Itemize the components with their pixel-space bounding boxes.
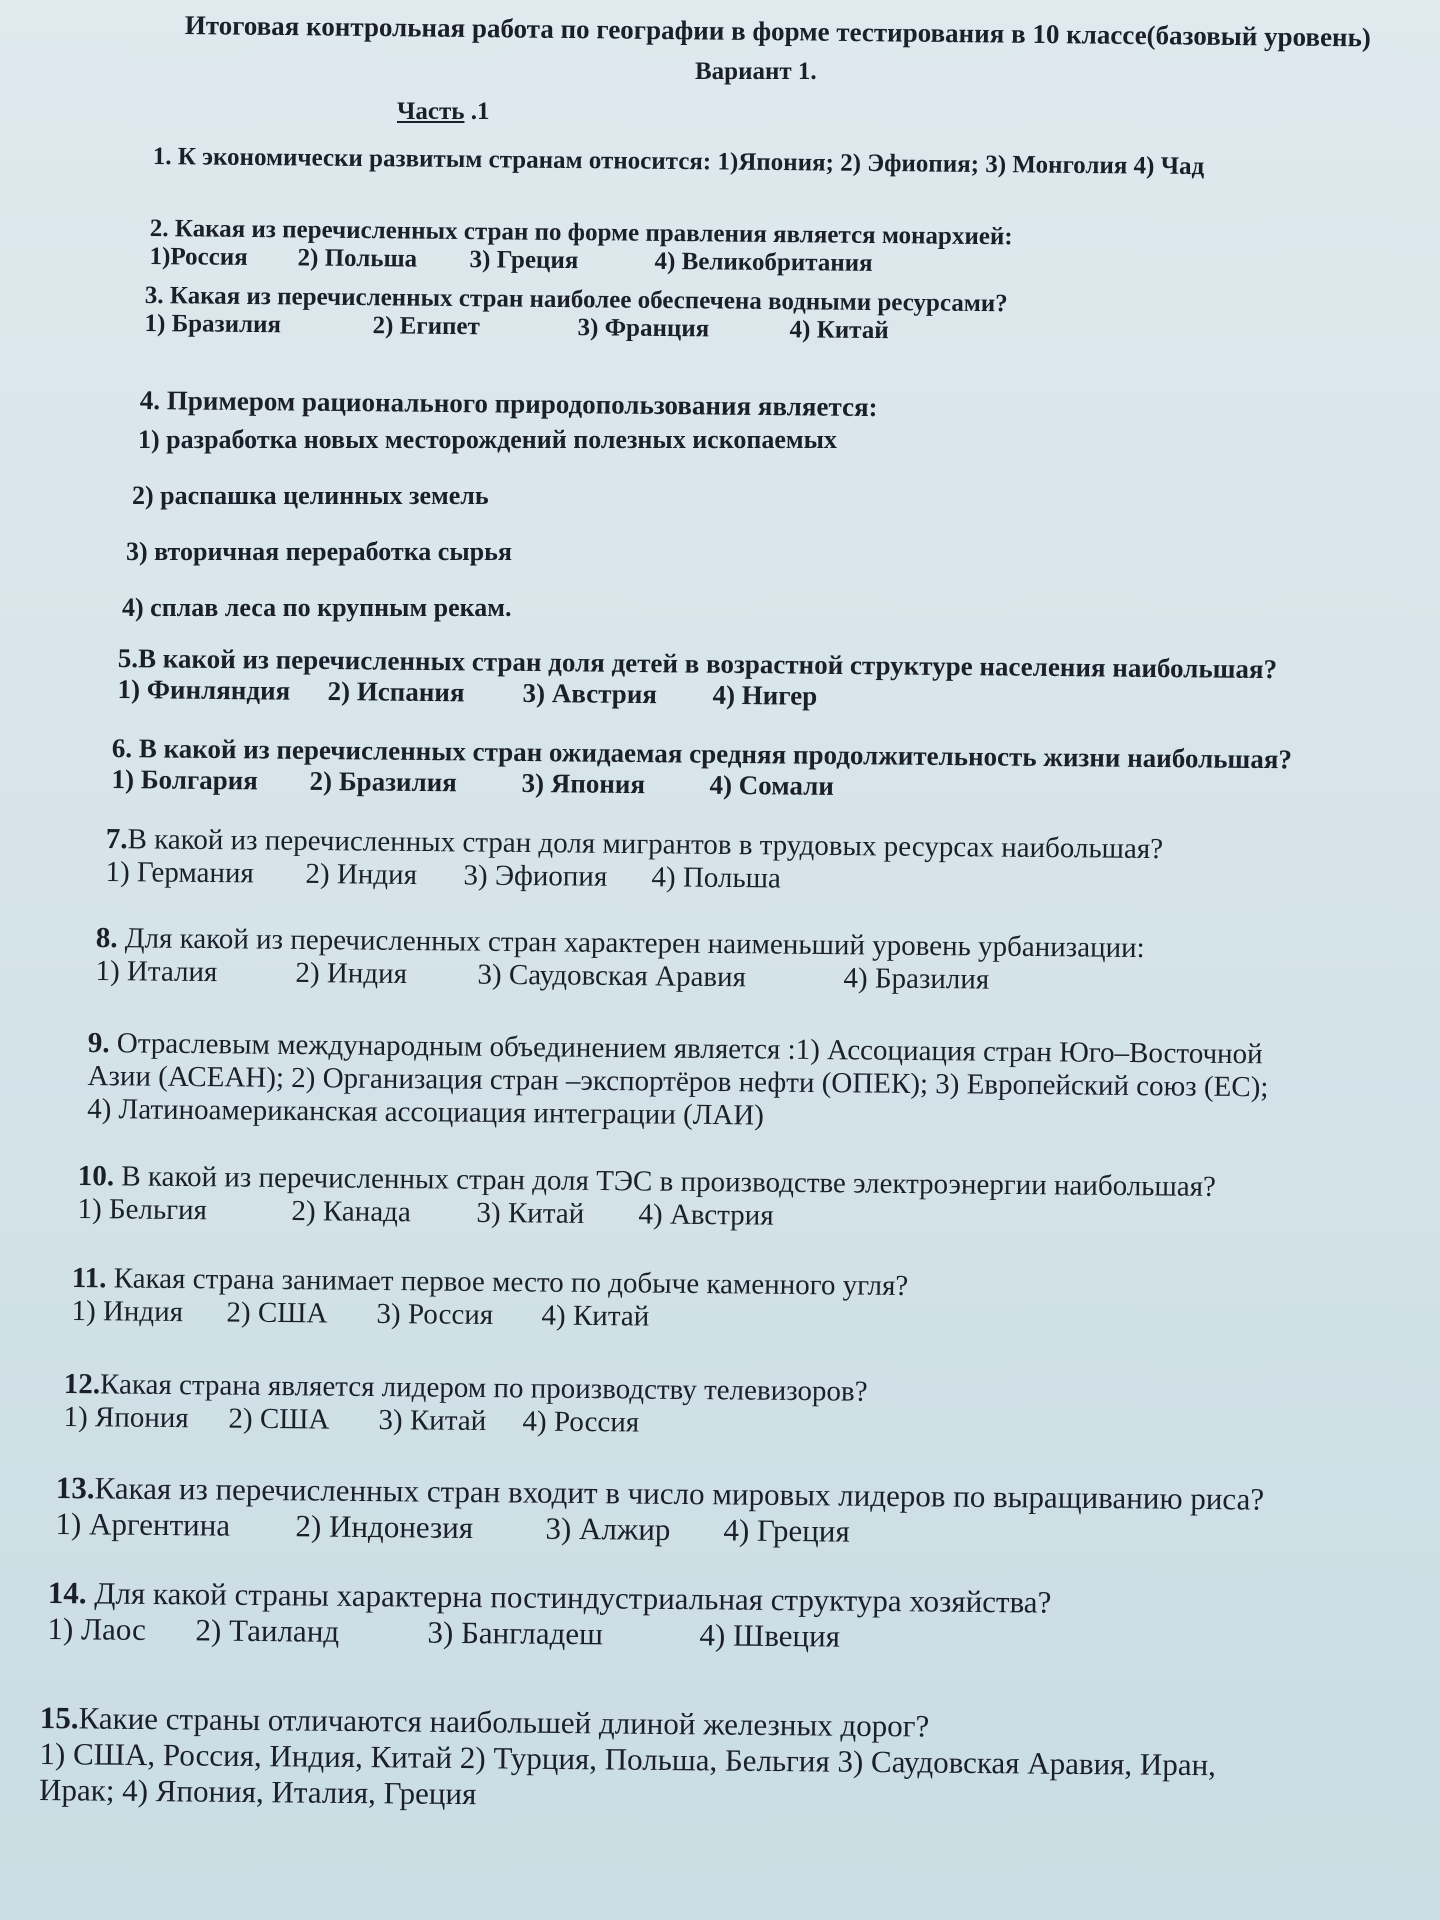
question-text: Какая из перечисленных стран по форме правления является монархией:	[174, 215, 1013, 251]
answer-option: 4) Китай	[541, 1299, 650, 1333]
answer-option: 1) Лаос	[47, 1610, 147, 1647]
answer-option: 2) Канада	[291, 1195, 411, 1229]
question-number: 3.	[144, 282, 164, 310]
variant-label: Вариант 1.	[695, 58, 817, 85]
question-number: 7.	[105, 823, 128, 856]
answer-option: 3) Греция	[469, 246, 579, 275]
question-8	[95, 922, 1144, 998]
question-1	[153, 143, 1205, 181]
question-3	[144, 282, 1007, 346]
question-12	[63, 1368, 867, 1442]
answer-option: 3) Австрия	[522, 677, 658, 710]
question-number: 4.	[139, 385, 161, 416]
answer-option: 4) Сомали	[709, 769, 835, 801]
question-number: 8.	[95, 922, 118, 955]
answer-option: 1) Бельгия	[77, 1192, 208, 1227]
page-title: Итоговая контрольная работа по географии в форме тестирования в 10 классе(базовый уровень)	[184, 10, 1372, 53]
question-text: К экономически развитым странам относится: 1)Япония; 2) Эфиопия; 3) Монголия 4) Чад	[177, 143, 1205, 181]
answer-option: 3) Франция	[577, 314, 710, 343]
question-number: 11.	[71, 1262, 107, 1295]
answer-option: 3) Китай	[476, 1196, 585, 1230]
question-text: В какой из перечисленных стран доля детей в возрастной структуре населения наибольшая?	[137, 643, 1278, 685]
answer-option: 2) Польша	[297, 244, 418, 273]
question-text: Для какой из перечисленных стран характерен наименьший уровень урбанизации:	[124, 922, 1145, 965]
answer-option: 4) Швеция	[699, 1617, 841, 1654]
answer-option: 2) распашка целинных земель	[132, 481, 489, 510]
answer-option: 3) Япония	[521, 767, 646, 800]
answer-option: 2) Испания	[327, 676, 465, 708]
answer-option: 3) Россия	[376, 1297, 494, 1332]
question-text: Примером рационального природопользования является:	[166, 385, 878, 423]
question-number: 10.	[77, 1160, 115, 1193]
answer-option: 2) США	[228, 1402, 330, 1436]
question-text: В какой из перечисленных стран доля мигрантов в трудовых ресурсах наибольшая?	[127, 823, 1164, 866]
question-text-line: Азии (АСЕАН); 2) Организация стран –экспортёров нефти (ОПЕК); 3) Европейский союз (ЕС);	[87, 1059, 1269, 1104]
answer-option: 4) Китай	[789, 316, 889, 345]
answer-option: 1) Италия	[95, 954, 218, 989]
answer-option: 1) Финляндия	[117, 673, 291, 706]
question-number: 12.	[63, 1368, 101, 1401]
answer-option: 1)Россия	[149, 242, 248, 271]
question-15	[39, 1700, 1216, 1819]
answer-options-line: 1) США, Россия, Индия, Китай 2) Турция, Польша, Бельгия 3) Саудовская Аравия, Иран,	[39, 1735, 1217, 1783]
answer-option: 4) Великобритания	[654, 247, 873, 277]
question-number: 1.	[152, 143, 172, 171]
answer-option: 3) Китай	[378, 1404, 487, 1438]
question-number: 15.	[39, 1700, 79, 1736]
answer-option: 4) Россия	[522, 1405, 640, 1439]
part-label	[397, 98, 489, 126]
question-text: Какая страна занимает первое место по добыче каменного угля?	[113, 1262, 909, 1303]
question-text: Для какой страны характерна постиндустриальная структура хозяйства?	[94, 1575, 1052, 1620]
answer-option: 4) сплав леса по крупным рекам.	[122, 593, 512, 622]
question-14	[47, 1575, 1051, 1657]
question-text: В какой из перечисленных стран доля ТЭС в производстве электроэнергии наибольшая?	[121, 1160, 1217, 1203]
question-text: Какая из перечисленных стран наиболее обеспечена водными ресурсами?	[169, 282, 1008, 318]
answer-option: 1) Индия	[71, 1294, 184, 1329]
question-7	[105, 823, 1163, 899]
question-number: 5.	[117, 643, 139, 674]
answer-option: 2) Индия	[295, 956, 408, 990]
answer-option: 2) Бразилия	[309, 765, 458, 798]
question-number: 13.	[55, 1470, 95, 1506]
answer-option: 2) Таиланд	[195, 1612, 340, 1649]
answer-option: 4) Австрия	[638, 1198, 774, 1232]
answer-option: 3) Эфиопия	[463, 859, 608, 893]
answer-option: 1) Япония	[63, 1400, 189, 1435]
answer-option: 2) США	[226, 1296, 328, 1330]
question-11	[71, 1262, 908, 1336]
answer-option: 1) Аргентина	[55, 1505, 231, 1543]
answer-option: 4) Греция	[723, 1512, 850, 1549]
question-number: 6.	[111, 733, 133, 764]
answer-options-line: Ирак; 4) Япония, Италия, Греция	[38, 1771, 477, 1812]
answer-option: 4) Польша	[651, 861, 782, 895]
question-text-line: Отраслевым международным объединением является :1) Ассоциация стран Юго–Восточной	[116, 1027, 1263, 1071]
answer-option: 2) Египет	[372, 312, 481, 341]
answer-option: 3) Саудовская Аравия	[477, 958, 747, 994]
answer-option: 1) Бразилия	[144, 309, 282, 339]
answer-option: 1) Германия	[105, 855, 254, 890]
question-number: 2.	[149, 215, 169, 243]
answer-option: 1) разработка новых месторождений полезных ископаемых	[138, 425, 837, 454]
question-text: Какая страна является лидером по производству телевизоров?	[99, 1368, 868, 1408]
question-text: Какие страны отличаются наибольшей длиной железных дорог?	[78, 1700, 930, 1744]
question-text: Какая из перечисленных стран входит в число мировых лидеров по выращиванию риса?	[94, 1470, 1265, 1517]
answer-option: 4) Нигер	[712, 679, 818, 711]
question-9	[87, 1027, 1269, 1137]
question-5	[117, 643, 1277, 716]
part-number: .1	[464, 98, 490, 125]
question-number: 9.	[87, 1027, 110, 1060]
answer-option: 1) Болгария	[111, 763, 259, 796]
answer-option: 2) Индия	[305, 857, 418, 891]
answer-option: 2) Индонезия	[295, 1508, 474, 1546]
part-word: Часть	[397, 98, 465, 125]
answer-option: 3) Бангладеш	[427, 1614, 604, 1652]
question-2	[149, 215, 1012, 279]
question-10	[77, 1160, 1216, 1237]
question-number: 14.	[47, 1575, 87, 1611]
question-text: В какой из перечисленных стран ожидаемая средняя продолжительность жизни наибольшая?	[138, 733, 1293, 775]
answer-option: 3) вторичная переработка сырья	[126, 537, 512, 566]
question-4	[140, 385, 878, 423]
question-6	[111, 733, 1292, 806]
answer-option: 3) Алжир	[545, 1510, 671, 1547]
question-13	[55, 1470, 1264, 1554]
answer-option: 4) Бразилия	[843, 962, 990, 996]
question-text-line: 4) Латиноамериканская ассоциация интеграции (ЛАИ)	[87, 1092, 765, 1132]
